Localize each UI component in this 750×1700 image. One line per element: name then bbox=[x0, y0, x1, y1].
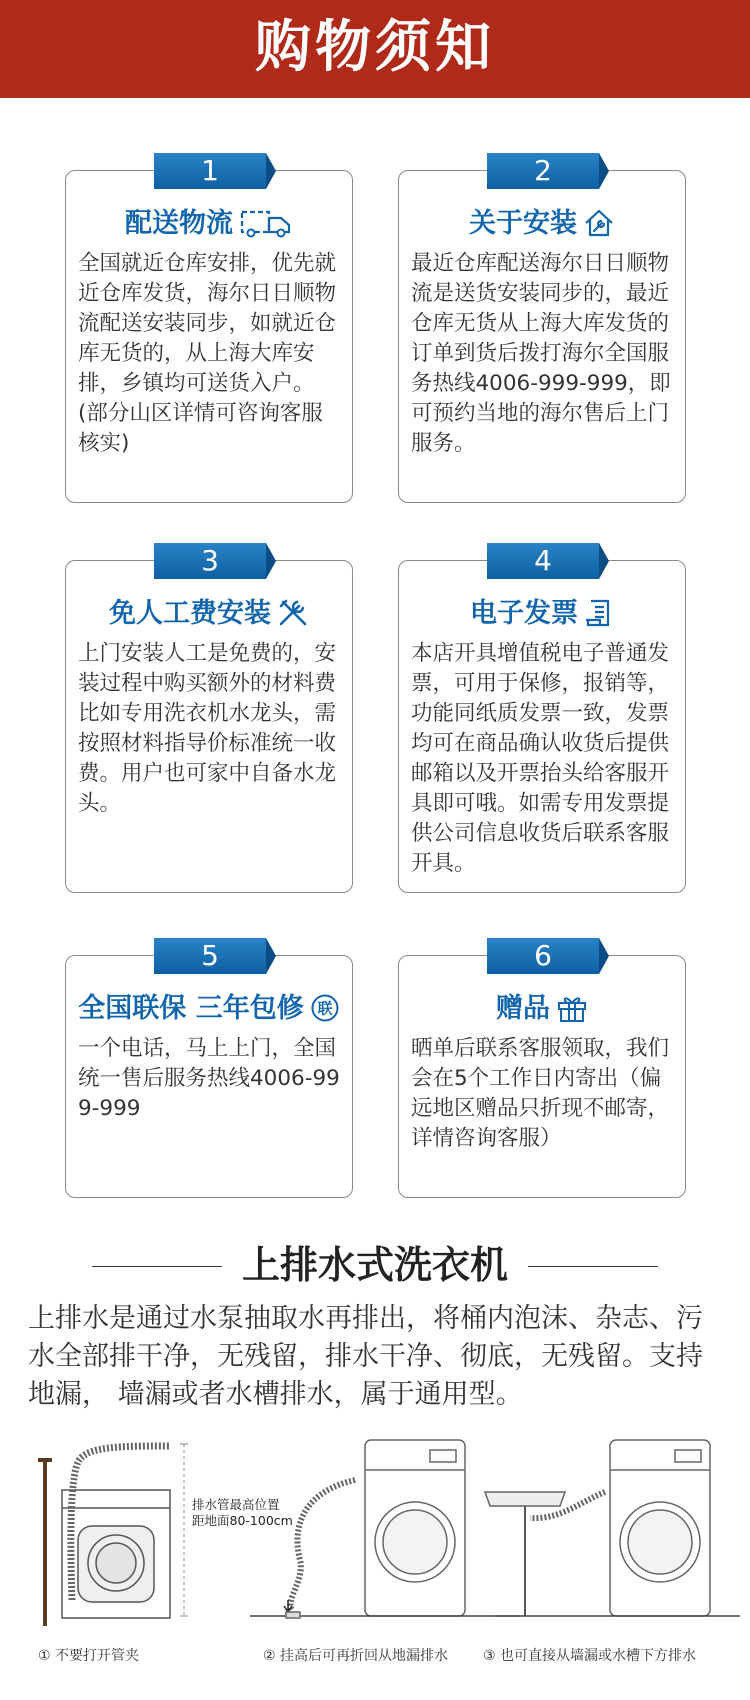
card-title-text: 配送物流 bbox=[125, 208, 233, 239]
hose-height-annotation bbox=[192, 1497, 293, 1529]
info-card-warranty bbox=[65, 939, 353, 1198]
header-banner bbox=[0, 0, 750, 98]
card-title-text: 赠品 bbox=[496, 993, 550, 1024]
card-title-text: 免人工费安装 bbox=[109, 598, 271, 629]
annotation-line-2: 距地面80-100cm bbox=[192, 1513, 293, 1528]
card-number-badge: 6 bbox=[487, 938, 599, 974]
annotation-line-1: 排水管最高位置 bbox=[192, 1497, 280, 1512]
tools-icon bbox=[277, 598, 309, 628]
card-title-text: 关于安装 bbox=[469, 208, 577, 239]
card-title-text: 电子发票 bbox=[470, 598, 578, 629]
info-card-installation bbox=[398, 154, 686, 503]
card-title-text: 全国联保 三年包修 bbox=[78, 993, 304, 1024]
card-title bbox=[399, 992, 685, 1026]
info-card-delivery bbox=[65, 154, 353, 503]
card-title bbox=[399, 597, 685, 631]
caption-2: ② 挂高后可再折回从地漏排水 bbox=[263, 1648, 449, 1664]
card-body-text: 最近仓库配送海尔日日顺物流是送货安装同步的，最近仓库无货从上海大库发货的订单到货后拨打海尔全国服务热线4006-999-999，即可预约当地的海尔售后上门服务。 bbox=[411, 251, 671, 456]
card-title bbox=[66, 597, 352, 631]
joint-warranty-icon bbox=[310, 993, 340, 1023]
card-number-badge: 2 bbox=[487, 153, 599, 189]
info-card-gift bbox=[398, 939, 686, 1198]
home-wrench-icon bbox=[583, 208, 615, 238]
card-body-text: 全国就近仓库安排，优先就近仓库发货，海尔日日顺物流配送安装同步，如就近仓库无货的，从上海大库安排，乡镇均可送货入户。(部分山区详情可咨询客服核实) bbox=[78, 251, 337, 456]
washer-diagram-3 bbox=[485, 1440, 740, 1616]
washer-diagram-1 bbox=[38, 1444, 188, 1626]
card-body-text: 上门安装人工是免费的，安装过程中购买额外的材料费比如专用洗衣机水龙头，需按照材料指导价标准统一收费。用户也可家中自备水龙头。 bbox=[78, 641, 337, 816]
section-description: 上排水是通过水泵抽取水再排出，将桶内泡沫、杂志、污水全部排干净，无残留，排水干净、彻底，无残留。支持地漏， 墙漏或者水槽排水，属于通用型。 bbox=[28, 1303, 703, 1410]
warranty-icon-text: 联 bbox=[317, 999, 333, 1018]
gift-icon bbox=[556, 993, 588, 1023]
card-body-text: 一个电话，马上上门，全国统一售后服务热线4006-999-999 bbox=[78, 1036, 340, 1121]
drainage-illustration bbox=[0, 1410, 750, 1640]
card-title bbox=[66, 207, 352, 241]
card-number-badge: 1 bbox=[154, 153, 266, 189]
card-body-text: 本店开具增值税电子普通发票，可用于保修，报销等，功能同纸质发票一致，发票均可在商品确认收货后提供邮箱以及开票抬头给客服开具即可哦。如需专用发票提供公司信息收货后联系客服开具。 bbox=[411, 641, 670, 876]
caption-1: ① 不要打开管夹 bbox=[38, 1648, 140, 1664]
card-number-badge: 5 bbox=[154, 938, 266, 974]
washer-diagram-2 bbox=[250, 1440, 520, 1618]
card-number-badge: 4 bbox=[487, 543, 599, 579]
card-number-badge: 3 bbox=[154, 543, 266, 579]
delivery-truck-icon bbox=[239, 208, 293, 238]
info-card-e-invoice bbox=[398, 544, 686, 893]
section-title: 上排水式洗衣机 bbox=[241, 1243, 508, 1287]
card-title bbox=[66, 992, 352, 1026]
page-title: 购物须知 bbox=[255, 15, 495, 80]
info-card-free-installation bbox=[65, 544, 353, 893]
invoice-icon bbox=[584, 598, 614, 628]
card-title bbox=[399, 207, 685, 241]
card-body-text: 晒单后联系客服领取，我们会在5个工作日内寄出（偏远地区赠品只折现不邮寄，详情咨询客服） bbox=[411, 1036, 670, 1151]
caption-3: ③ 也可直接从墙漏或水槽下方排水 bbox=[483, 1648, 697, 1664]
